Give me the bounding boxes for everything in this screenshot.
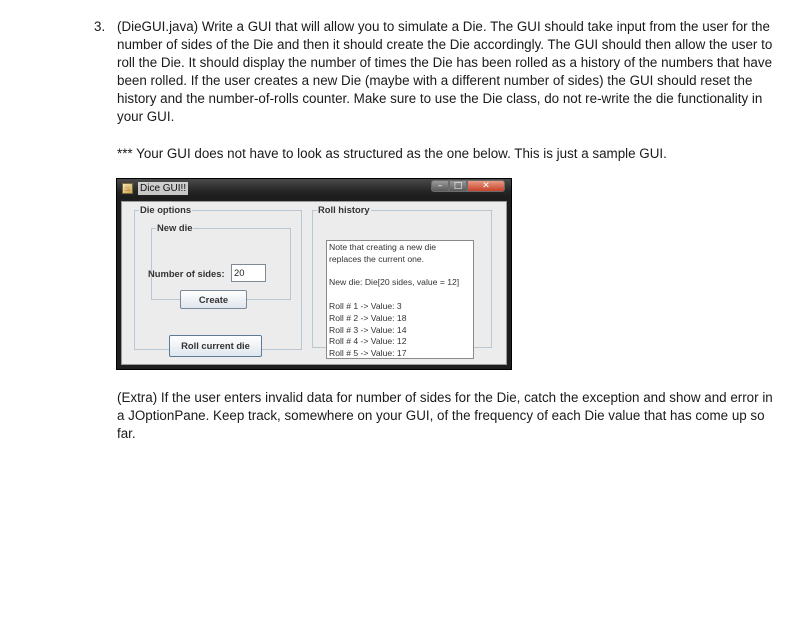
history-line (329, 266, 471, 278)
die-options-group (134, 204, 302, 350)
history-line: New die: Die[20 sides, value = 12] (329, 277, 460, 288)
extra-credit-paragraph: (Extra) If the user enters invalid data for number of sides for the Die, catch the exception and show and error in a JOptionPane. Keep track, somewhere on your GUI, of the frequency of each Die value that has come up so far. (117, 390, 773, 441)
sample-gui-note: *** Your GUI does not have to look as structured as the one below. This is just a sample GUI. (117, 146, 667, 161)
die-options-title: Die options (140, 204, 192, 215)
maximize-button[interactable]: □ (449, 180, 467, 192)
minimize-button[interactable]: – (431, 180, 449, 192)
roll-current-die-button[interactable]: Roll current die (169, 335, 262, 357)
history-line: Roll # 1 -> Value: 3 (329, 300, 402, 311)
create-button[interactable]: Create (180, 290, 247, 309)
title-bar[interactable] (117, 179, 511, 199)
roll-history-title: Roll history (318, 204, 370, 215)
history-line: Roll # 2 -> Value: 18 (329, 312, 407, 323)
history-line (329, 289, 471, 301)
history-line: Roll # 4 -> Value: 12 (329, 336, 407, 347)
new-die-title: New die (157, 222, 193, 233)
dice-gui-window (116, 178, 512, 370)
window-title: Dice GUI!! (140, 183, 187, 194)
history-line: Roll # 5 -> Value: 17 (329, 348, 407, 359)
close-button[interactable]: ✕ (467, 180, 505, 192)
java-cup-icon: ♨ (123, 184, 132, 193)
roll-history-textarea[interactable] (326, 240, 474, 359)
history-line: Roll # 3 -> Value: 14 (329, 324, 407, 335)
number-of-sides-label: Number of sides: (148, 268, 225, 279)
window-content (121, 201, 507, 365)
history-line: replaces the current one. (329, 253, 425, 264)
assignment-paragraph: (DieGUI.java) Write a GUI that will allow you to simulate a Die. The GUI should take input from the user for the number of sides of the Die and then it should create the Die accordingly. The GUI should then allow the user to roll the Die. It should display the number of times the Die has been rolled as a history of the numbers that have been rolled. If the user creates a new Die (maybe with a different number of sides) the GUI should reset the history and the number-of-rolls counter. Make sure to use the Die class, do not re-write the die functionality in your GUI. (117, 19, 773, 124)
history-line: Note that creating a new die (329, 242, 437, 252)
number-of-sides-input[interactable]: 20 (231, 264, 266, 282)
item-number: 3. (94, 19, 106, 34)
